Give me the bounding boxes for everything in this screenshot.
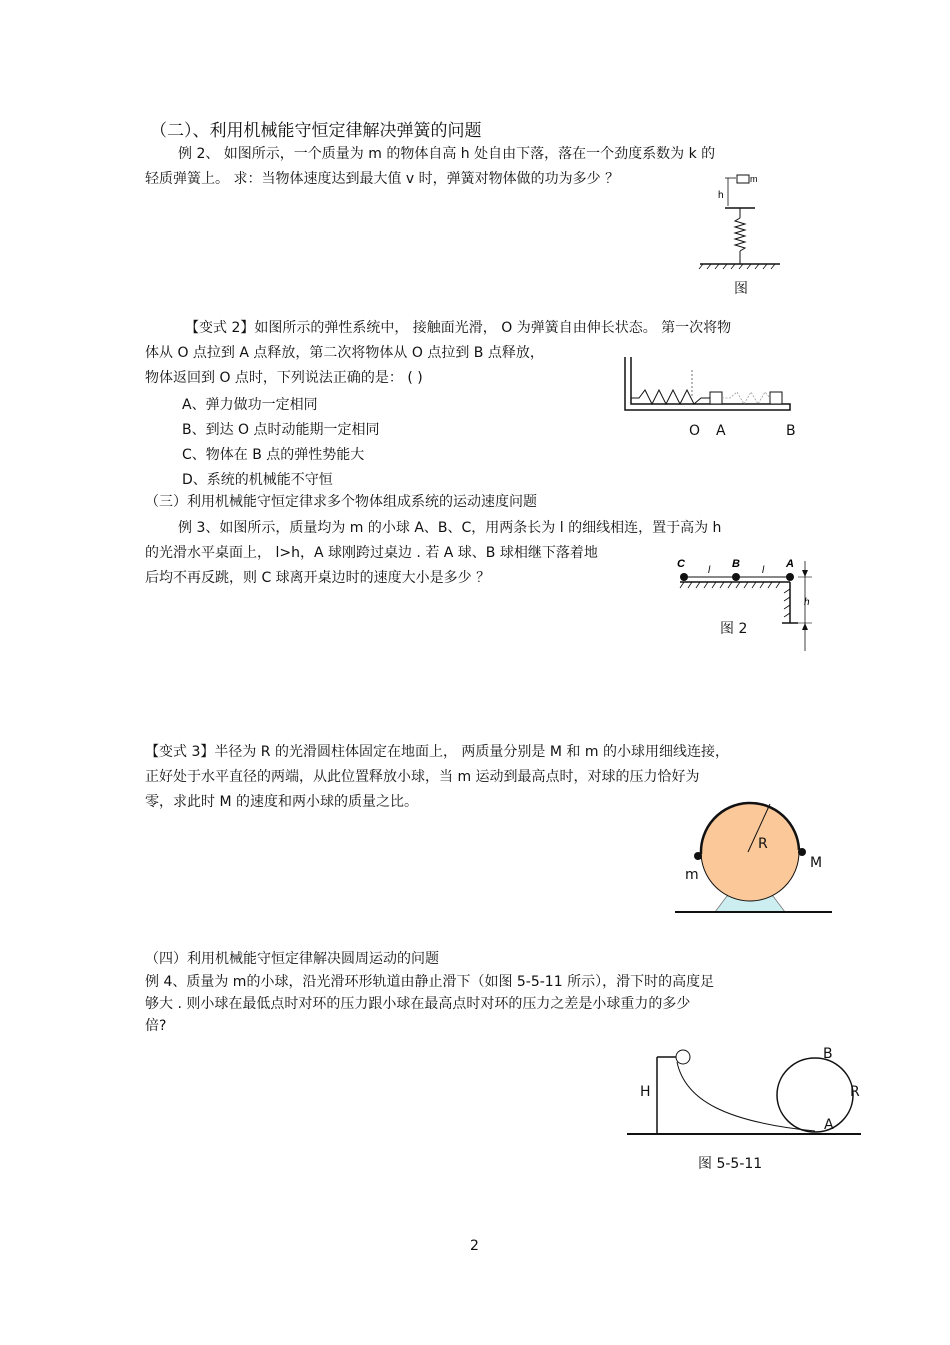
example3-line3: 后均不再反跳，则 C 球离开桌边时的速度大小是多少 ？ bbox=[145, 570, 491, 586]
spring-stretched bbox=[722, 392, 770, 404]
block-at-b bbox=[770, 392, 782, 404]
option-c: C、物体在 B 点的弹性势能大 bbox=[182, 447, 365, 463]
option-b: B、到达 O 点时动能期一定相同 bbox=[182, 422, 380, 438]
label-o: O bbox=[689, 423, 701, 439]
example3-line2: 的光滑水平桌面上， l>h，A 球刚跨过桌边 . 若 A 球、B 球相继下落着地 bbox=[145, 545, 598, 561]
ball-b bbox=[732, 573, 740, 581]
variant3-line3: 零，求此时 M 的速度和两小球的质量之比。 bbox=[145, 794, 418, 810]
option-a: A、弹力做功一定相同 bbox=[182, 397, 318, 413]
fig-5-5-11-caption: 图 5-5-11 bbox=[698, 1156, 763, 1172]
ball-c bbox=[680, 573, 688, 581]
wall-and-floor bbox=[625, 357, 790, 410]
loop-label-b: B bbox=[823, 1046, 833, 1062]
mass-block bbox=[737, 175, 749, 183]
fig-caption-spring: 图 bbox=[734, 281, 748, 297]
height-label: h bbox=[718, 190, 724, 201]
ball-c-label: C bbox=[677, 558, 685, 570]
variant2-line3: 物体返回到 O 点时，下列说法正确的是： ( ) bbox=[145, 370, 423, 386]
ball-m bbox=[694, 852, 702, 860]
cyl-label-m: m bbox=[685, 867, 699, 883]
section4-heading: （四）利用机械能守恒定律解决圆周运动的问题 bbox=[145, 951, 439, 967]
loop bbox=[777, 1058, 853, 1132]
ball-b-label: B bbox=[732, 558, 740, 570]
example2-line2: 轻质弹簧上。 求：当物体速度达到最大值 v 时，弹簧对物体做的功为多少 ？ bbox=[145, 171, 620, 187]
option-d: D、系统的机械能不守恒 bbox=[182, 472, 333, 488]
variant2-line1: 【变式 2】如图所示的弹性系统中， 接触面光滑， O 为弹簧自由伸长状态。 第一次将物 bbox=[185, 320, 732, 336]
section3-heading: （三）利用机械能守恒定律求多个物体组成系统的运动速度问题 bbox=[145, 494, 537, 510]
variant2-line2: 体从 O 点拉到 A 点释放，第二次将物体从 O 点拉到 B 点释放， bbox=[145, 345, 544, 361]
loop-label-r: R bbox=[850, 1084, 860, 1100]
section2-heading: （二）、利用机械能守恒定律解决弹簧的问题 bbox=[150, 121, 482, 141]
page-number: 2 bbox=[470, 1238, 479, 1254]
example2-line1: 例 2、 如图所示，一个质量为 m 的物体自高 h 处自由下落，落在一个劲度系数为 k 的 bbox=[178, 146, 716, 162]
example3-line1: 例 3、如图所示，质量均为 m 的小球 A、B、C，用两条长为 l 的细线相连，置于高为 h bbox=[178, 520, 722, 536]
spring-coil bbox=[735, 218, 745, 251]
ball-a bbox=[786, 573, 794, 581]
height-label: h bbox=[804, 597, 810, 608]
example4-line2: 够大 . 则小球在最低点时对环的压力跟小球在最高点时对环的压力之差是小球重力的多少 bbox=[145, 996, 691, 1012]
block-at-a bbox=[710, 392, 722, 404]
loop-label-a: A bbox=[824, 1117, 834, 1133]
mass-label: m bbox=[750, 174, 758, 184]
ball bbox=[676, 1050, 690, 1064]
example4-line3: 倍? bbox=[145, 1018, 167, 1034]
length-label-1: l bbox=[708, 565, 711, 576]
track-slope bbox=[677, 1062, 815, 1131]
label-a: A bbox=[716, 423, 726, 439]
example4-line1: 例 4、质量为 m的小球，沿光滑环形轨道由静止滑下（如图 5-5-11 所示），滑下时的高度足 bbox=[145, 974, 715, 990]
spring-compressed bbox=[631, 390, 710, 404]
loop-label-h: H bbox=[640, 1084, 651, 1100]
label-b: B bbox=[786, 423, 796, 439]
horizontal-spring-figure bbox=[615, 352, 795, 422]
cyl-label-big-m: M bbox=[810, 855, 823, 871]
variant3-line2: 正好处于水平直径的两端，从此位置释放小球，当 m 运动到最高点时，对球的压力恰好为 bbox=[145, 769, 700, 785]
variant3-line1: 【变式 3】半径为 R 的光滑圆柱体固定在地面上， 两质量分别是 M 和 m 的小球用细线连接， bbox=[145, 744, 729, 760]
ball-big-m bbox=[798, 848, 806, 856]
fig2-caption: 图 2 bbox=[720, 621, 748, 637]
spring-drop-figure bbox=[695, 168, 785, 273]
three-balls-figure bbox=[670, 553, 815, 653]
length-label-2: l bbox=[762, 565, 765, 576]
ball-a-label: A bbox=[786, 558, 794, 570]
cyl-label-r: R bbox=[758, 836, 768, 852]
